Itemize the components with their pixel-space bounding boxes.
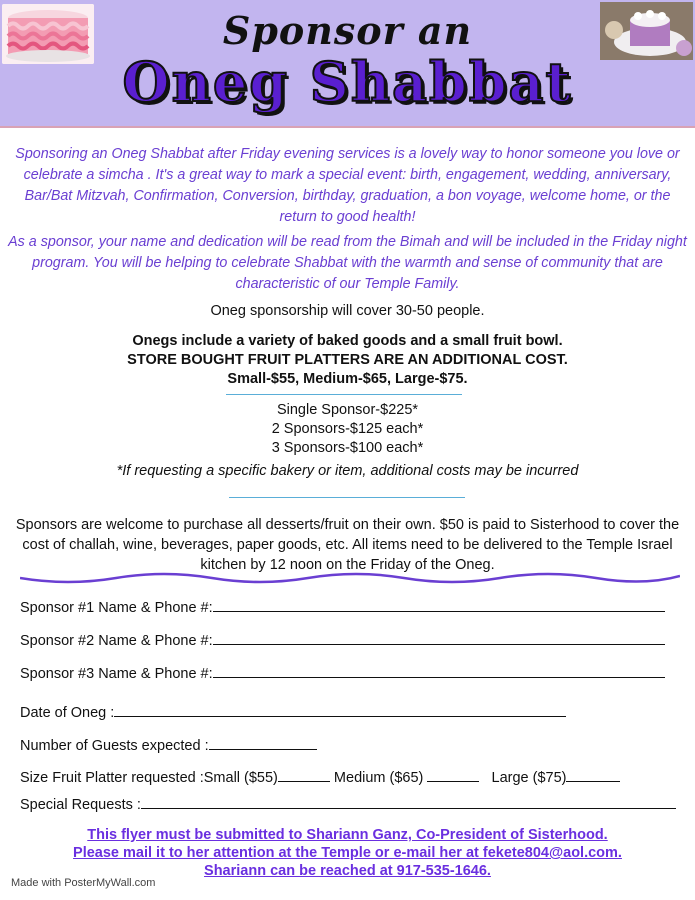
includes-line-2: STORE BOUGHT FRUIT PLATTERS ARE AN ADDITIONAL COST.: [127, 352, 568, 368]
guests-line[interactable]: [209, 736, 317, 750]
guests-label: Number of Guests expected :: [20, 738, 209, 754]
includes-line-3: Small-$55, Medium-$65, Large-$75.: [227, 371, 468, 387]
includes-line-1: Onegs include a variety of baked goods and a small fruit bowl.: [132, 333, 563, 349]
date-field[interactable]: [20, 703, 566, 722]
guests-field[interactable]: [20, 736, 317, 755]
includes-block: [0, 332, 695, 389]
header-banner: [0, 0, 695, 128]
divider-bottom: [229, 497, 465, 498]
sponsor-2-label: Sponsor #2 Name & Phone #:: [20, 633, 213, 649]
requests-line[interactable]: [141, 795, 676, 809]
pricing-block: [0, 401, 695, 458]
platter-small-line[interactable]: [278, 768, 330, 782]
price-two: 2 Sponsors-$125 each*: [271, 421, 424, 437]
date-line[interactable]: [114, 703, 566, 717]
requests-label: Special Requests :: [20, 797, 141, 813]
sponsor-2-field[interactable]: [20, 631, 665, 650]
platter-large-label: Large ($75): [491, 770, 567, 786]
intro-paragraph-2: As a sponsor, your name and dedication will be read from the Bimah and will be included in the Friday night program. You will be helping to celebrate Shabbat with the warmth and sense of community that are characteristic of our Temple Family.: [8, 234, 687, 292]
coverage-text: Oneg sponsorship will cover 30-50 people.: [210, 303, 485, 319]
sponsor-1-line[interactable]: [213, 598, 665, 612]
price-single: Single Sponsor-$225*: [276, 402, 419, 418]
date-label: Date of Oneg :: [20, 705, 115, 721]
postermywall-credit: Made with PosterMyWall.com: [11, 877, 156, 889]
divider-top: [226, 394, 462, 395]
intro-paragraph-1: Sponsoring an Oneg Shabbat after Friday evening services is a lovely way to honor someone you love or celebrate a simcha . It's a great way to mark a special event: birth, engagement, wedding, anniversary, Bar/Bat Mitzvah, Confirmation, Conversion, birthday, graduation, a bon voyage, welcome home, or the return to good health!: [15, 146, 680, 225]
platter-field[interactable]: [20, 768, 620, 787]
price-three: 3 Sponsors-$100 each*: [271, 440, 424, 456]
sponsor-1-field[interactable]: [20, 598, 665, 617]
platter-medium-line[interactable]: [427, 768, 479, 782]
sponsors-note: Sponsors are welcome to purchase all desserts/fruit on their own. $50 is paid to Sisterhood to cover the cost of challah, wine, beverages, paper goods, etc. All items need to be delivered to the Temple Israel kitchen by 12 noon on the Friday of the Oneg.: [15, 517, 680, 573]
title-oneg-shabbat: Oneg Shabbat: [122, 50, 573, 114]
sponsor-1-label: Sponsor #1 Name & Phone #:: [20, 600, 213, 616]
sponsor-3-line[interactable]: [213, 664, 665, 678]
sponsor-3-label: Sponsor #3 Name & Phone #:: [20, 666, 213, 682]
bakery-note: *If requesting a specific bakery or item, additional costs may be incurred: [116, 463, 579, 479]
title-sponsor-an: Sponsor an: [222, 8, 473, 53]
footer-line-1: This flyer must be submitted to Shariann Ganz, Co-President of Sisterhood.: [87, 827, 608, 843]
footer-line-2[interactable]: Please mail it to her attention at the Temple or e-mail her at fekete804@aol.com.: [73, 845, 622, 861]
sponsor-2-line[interactable]: [213, 631, 665, 645]
sponsor-3-field[interactable]: [20, 664, 665, 683]
requests-field[interactable]: [20, 795, 676, 814]
platter-large-line[interactable]: [566, 768, 620, 782]
submission-instructions: [0, 826, 695, 880]
platter-medium-label: Medium ($65): [333, 770, 424, 786]
platter-small-label: Size Fruit Platter requested :Small ($55): [20, 770, 278, 786]
wavy-divider: [20, 572, 680, 588]
footer-line-3: Shariann can be reached at 917-535-1646.: [204, 863, 491, 879]
